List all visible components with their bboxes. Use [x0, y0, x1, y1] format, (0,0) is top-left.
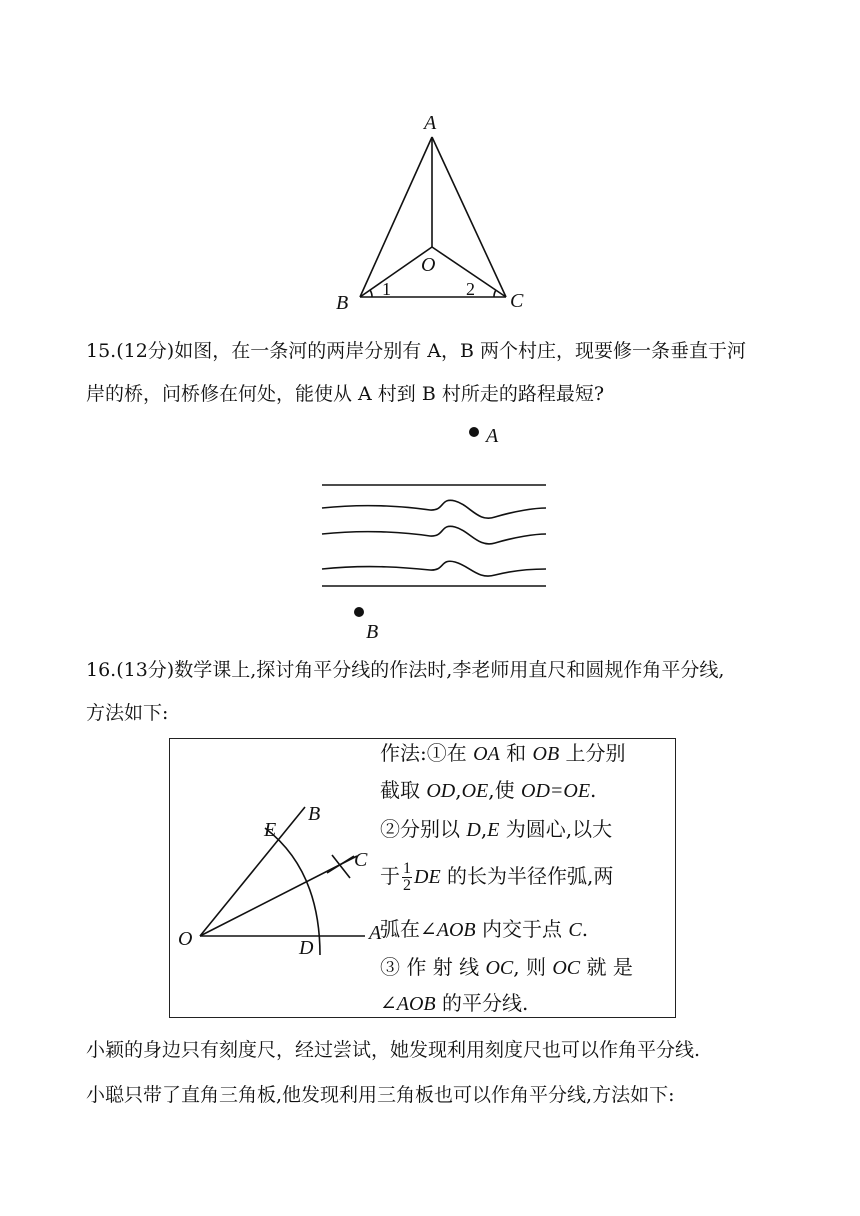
- triangle-figure: [320, 105, 540, 315]
- q16-score: (13分): [116, 659, 175, 681]
- village-a-label: A: [486, 425, 499, 447]
- q15-text-2: 岸的桥，问桥修在何处，能使从 A 村到 B 村所走的路程最短?: [86, 383, 605, 405]
- point-label-c: C: [354, 849, 368, 871]
- method-line-5: 弧在∠AOB 内交于点 C.: [380, 917, 589, 941]
- q15-number: 15.: [86, 340, 117, 362]
- ray-ob: [200, 807, 305, 936]
- point-label-b: B: [308, 803, 321, 825]
- village-a-dot: [469, 427, 479, 437]
- vertex-label-a: A: [424, 112, 437, 134]
- angle-bisector-diagram: [170, 790, 385, 970]
- q15-line1: [86, 341, 776, 361]
- method-line-2: 截取 OD,OE,使 OD=OE.: [380, 778, 597, 802]
- q16-number: 16.: [86, 659, 117, 681]
- fraction-one-half: $\frac{1}{2}$: [403, 860, 411, 894]
- q16-after-line2: 小聪只带了直角三角板,他发现利用三角板也可以作角平分线,方法如下:: [86, 1084, 675, 1106]
- method-line-4: 于 $\frac{1}{2}$ DE 的长为半径作弧,两: [380, 860, 614, 894]
- method-line-6: ③ 作 射 线 OC, 则 OC 就 是: [380, 955, 633, 979]
- q16-text-1: 数学课上,探讨角平分线的作法时,李老师用直尺和圆规作角平分线,: [174, 659, 725, 681]
- q15-score: (12分): [116, 340, 175, 362]
- angle-label-1: 1: [382, 279, 391, 299]
- method-line-3: ②分别以 D,E 为圆心,以大: [380, 817, 613, 841]
- point-label-a: A: [369, 922, 382, 944]
- point-label-o: O: [178, 928, 193, 950]
- method-line-1: 作法:①在 OA 和 OB 上分别: [380, 741, 626, 765]
- river-figure: [300, 415, 560, 645]
- q16-line1: [86, 660, 776, 680]
- q16-after-line1: 小颖的身边只有刻度尺，经过尝试，她发现利用刻度尺也可以作角平分线.: [86, 1039, 701, 1061]
- point-label-d: D: [299, 937, 314, 959]
- q15-text-1: 如图，在一条河的两岸分别有 A，B 两个村庄，现要修一条垂直于河: [174, 340, 746, 362]
- point-label-e: E: [264, 819, 277, 841]
- vertex-label-b: B: [336, 292, 349, 314]
- q16-line2: [86, 703, 776, 723]
- angle-label-2: 2: [466, 279, 475, 299]
- q16-text-2: 方法如下:: [86, 702, 169, 724]
- vertex-label-c: C: [510, 290, 524, 312]
- method-line-7: ∠AOB 的平分线.: [380, 991, 529, 1015]
- q15-line2: [86, 384, 776, 404]
- vertex-label-o: O: [421, 254, 436, 276]
- village-b-label: B: [366, 621, 379, 643]
- village-b-dot: [354, 607, 364, 617]
